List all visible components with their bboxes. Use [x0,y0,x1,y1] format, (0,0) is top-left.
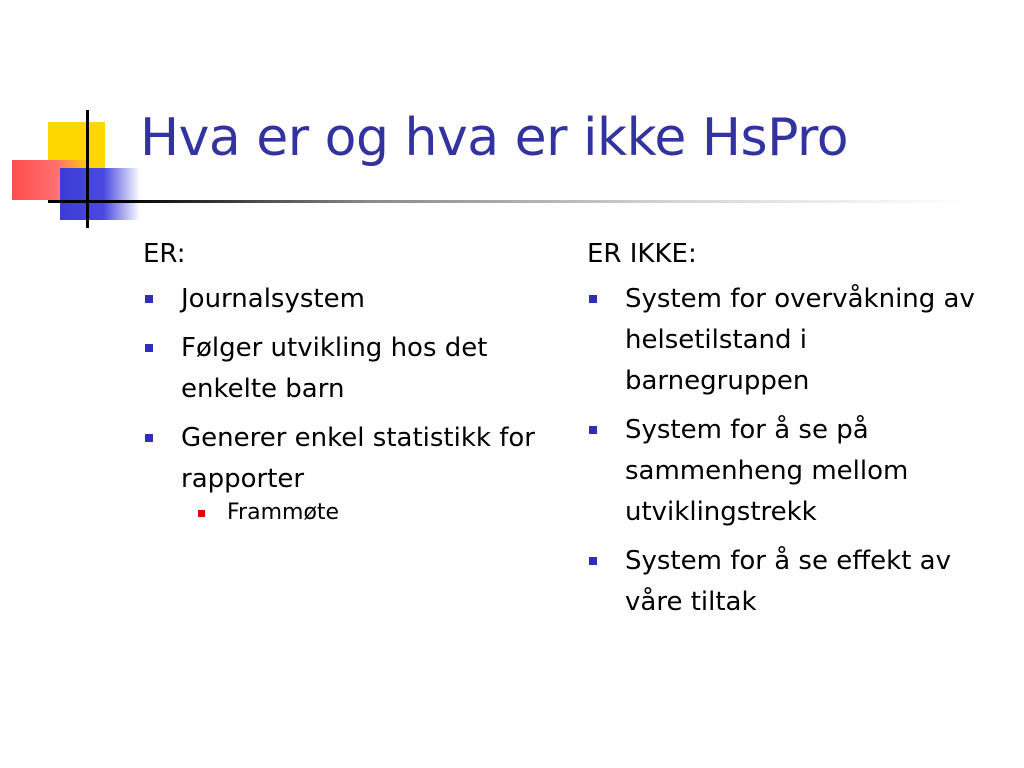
list-item [587,410,997,533]
list-item-text: Følger utvikling hos det enkelte barn [181,333,488,404]
list-item-text: Generer enkel statistikk for rapporter [181,423,535,494]
title-underline-rule [48,200,968,203]
sub-list-item [181,498,553,528]
left-column [143,234,553,536]
list-item [587,279,997,402]
right-bullet-list [587,279,997,623]
square-bullet-icon [589,295,597,303]
list-item-text: System for å se på sammenheng mellom utviklingstrekk [625,415,909,527]
list-item [143,328,553,410]
vertical-rule [86,110,89,228]
square-sub-bullet-icon [198,510,205,517]
list-item [143,418,553,528]
left-bullet-list [143,279,553,528]
right-column [587,234,997,631]
list-item-text: Journalsystem [181,284,365,314]
slide-title: Hva er og hva er ikke HsPro [140,108,849,168]
list-item-text: System for overvåkning av helsetilstand i barnegruppen [625,284,975,396]
square-bullet-icon [589,557,597,565]
list-item-text: System for å se effekt av våre tiltak [625,546,951,617]
square-bullet-icon [145,434,153,442]
sub-list-item-text: Frammøte [227,500,340,525]
sub-bullet-list [181,498,553,528]
left-column-heading: ER: [143,239,186,269]
square-bullet-icon [589,426,597,434]
decorative-squares-logo [0,0,140,240]
square-bullet-icon [145,295,153,303]
square-bullet-icon [145,344,153,352]
list-item [143,279,553,320]
list-item [587,541,997,623]
blue-square [60,168,140,220]
right-column-heading: ER IKKE: [587,239,697,269]
